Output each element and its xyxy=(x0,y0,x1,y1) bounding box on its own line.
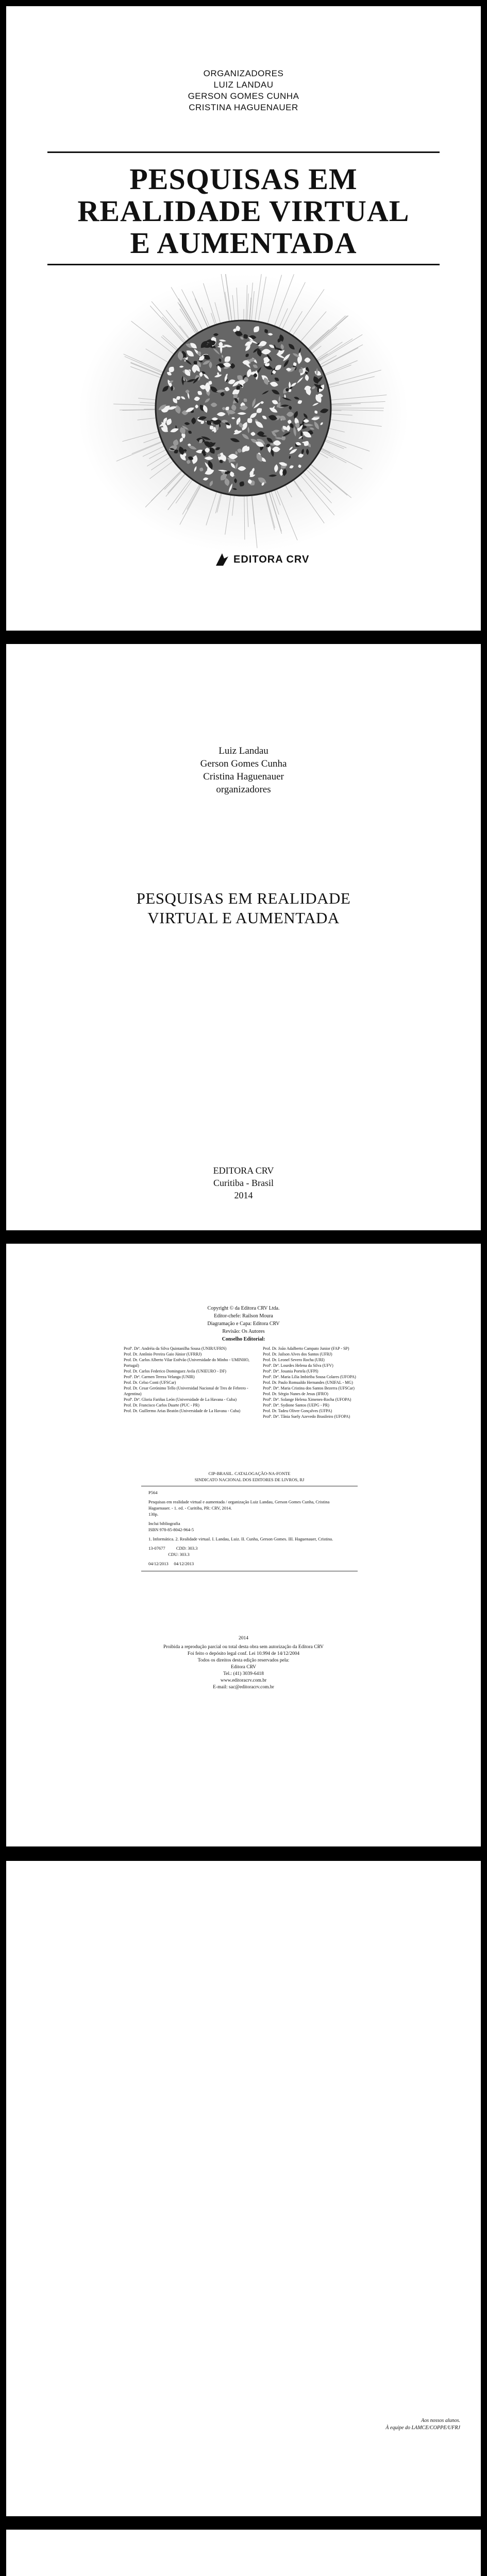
publisher-logo xyxy=(215,552,309,567)
board-member: Prof. Dr. Cesar Gerónimo Tello (Universidad Nacional de Tres de Febrero - Argentina) xyxy=(124,1386,248,1396)
editorial-board-left xyxy=(124,1346,259,1419)
board-member: Profª. Drª. Josania Portela (UFPI) xyxy=(263,1369,318,1374)
title-line: VIRTUAL E AUMENTADA xyxy=(147,909,340,927)
editorial-board xyxy=(124,1346,397,1419)
title-page-organizers xyxy=(6,744,481,796)
board-member: Prof. Dr. Antônio Pereira Gaio Júnior (UFRRJ) xyxy=(124,1352,202,1357)
dedication-page xyxy=(6,1861,481,2516)
footer-line: Foi feito o depósito legal conf. Lei 10.994 de 14/12/2004 xyxy=(187,1651,300,1656)
board-member: Profª. Drª. Maria Lília Imbiriba Sousa Colares (UFOPA) xyxy=(263,1375,356,1379)
board-member: Profª. Drª. Andréia da Silva Quintanilha Sousa (UNIR/UFRN) xyxy=(124,1346,227,1351)
toc-page xyxy=(6,2530,481,2576)
board-member: Profª. Drª. Carmen Tereza Velanga (UNIR) xyxy=(124,1375,195,1379)
board-member: Profª. Drª. Sydione Santos (UEPG - PR) xyxy=(263,1403,329,1408)
publisher-logo-icon xyxy=(215,552,229,567)
board-member: Prof. Dr. João Adalberto Campato Junior (FAP - SP) xyxy=(263,1346,349,1351)
organizer-name: Gerson Gomes Cunha xyxy=(200,758,287,769)
cover-title-line: PESQUISAS EM xyxy=(129,162,358,196)
board-member: Prof. Dr. Leonel Severo Rocha (URI) xyxy=(263,1358,325,1362)
cover-title xyxy=(6,163,481,259)
cover-organizers xyxy=(6,68,481,113)
publisher-city: Curitiba - Brasil xyxy=(213,1178,274,1188)
board-member: Prof. Dr. Carlos Alberto Vilar Estêvão (Universidade do Minho - UMINHO, Portugal) xyxy=(124,1358,249,1368)
footer-line: 2014 xyxy=(239,1636,248,1641)
board-member: Profª. Drª. Maria Cristina dos Santos Bezerra (UFSCar) xyxy=(263,1386,355,1391)
board-member: Profª. Drª. Solange Helena Ximenes-Rocha (UFOPA) xyxy=(263,1397,351,1402)
board-member: Prof. Dr. Celso Conti (UFSCar) xyxy=(124,1380,176,1385)
board-member: Profª. Drª. Lourdes Helena da Silva (UFV) xyxy=(263,1363,333,1368)
cover-title-line: REALIDADE VIRTUAL xyxy=(77,194,410,228)
copyright-footer xyxy=(6,1635,481,1691)
cover-sphere-art xyxy=(78,274,408,552)
cover-rule-bottom xyxy=(47,264,440,265)
cip-line: Inclui bibliografia xyxy=(148,1521,180,1526)
board-label: Conselho Editorial: xyxy=(222,1336,265,1342)
title-line: PESQUISAS EM REALIDADE xyxy=(136,889,351,907)
dedication-line: Aos nossos alunos. xyxy=(421,2418,460,2424)
publisher-logo-text: EDITORA CRV xyxy=(233,553,310,565)
cip-line: P564 xyxy=(148,1490,158,1495)
cover-title-line: E AUMENTADA xyxy=(130,226,357,260)
cip-record xyxy=(141,1470,358,1571)
cip-line: 04/12/2013 04/12/2013 xyxy=(148,1561,194,1566)
board-member: Prof. Dr. Jailson Alves dos Santos (UFRJ) xyxy=(263,1352,332,1357)
cover-page xyxy=(6,6,481,631)
board-member: Prof. Dr. Sérgio Nunes de Jesus (IFRO) xyxy=(263,1392,328,1396)
publisher-year: 2014 xyxy=(234,1190,253,1200)
board-member: Prof. Dr. Tadeu Oliver Gonçalves (UFPA) xyxy=(263,1409,332,1413)
title-page-publisher xyxy=(6,1164,481,1201)
board-member: Prof. Dr. Carlos Federico Dominguez Avila (UNIEURO - DF) xyxy=(124,1369,226,1374)
footer-line: E-mail: sac@editoracrv.com.br xyxy=(213,1685,274,1690)
footer-line: Editora CRV xyxy=(230,1665,257,1670)
cip-header-line: SINDICATO NACIONAL DOS EDITORES DE LIVROS, RJ xyxy=(194,1477,305,1482)
cip-line: ISBN 978-85-8042-964-5 xyxy=(148,1527,194,1532)
board-member: Prof. Dr. Francisco Carlos Duarte (PUC - PR) xyxy=(124,1403,199,1408)
dedication-text xyxy=(385,2417,460,2432)
cover-organizer: CRISTINA HAGUENAUER xyxy=(189,103,298,112)
title-page xyxy=(6,644,481,1230)
copyright-page xyxy=(6,1244,481,1846)
cip-header-line: CIP-BRASIL. CATALOGAÇÃO-NA-FONTE xyxy=(208,1471,291,1476)
board-member: Profª. Drª. Gloria Fariñas León (Universidade de La Havana - Cuba) xyxy=(124,1397,237,1402)
cip-line: 13-07677 CDD: 303.3 xyxy=(148,1546,198,1551)
editor-line: Editor-chefe: Railson Moura xyxy=(214,1313,273,1319)
dedication-line: À equipe do LAMCE/COPPE/UFRJ xyxy=(385,2425,460,2431)
board-member: Prof. Dr. Paulo Romualdo Hernandes (UNIFAL - MG) xyxy=(263,1380,353,1385)
board-member: Prof. Dr. Guillermo Arias Beatón (Universidade de La Havana - Cuba) xyxy=(124,1409,241,1413)
organizer-role: organizadores xyxy=(216,784,271,795)
title-page-title xyxy=(6,889,481,928)
editorial-board-right xyxy=(263,1346,401,1419)
cip-line: 130p. xyxy=(148,1512,159,1517)
publisher-name: EDITORA CRV xyxy=(213,1165,274,1176)
footer-line: Proibida a reprodução parcial ou total desta obra sem autorização da Editora CRV xyxy=(163,1645,324,1650)
cover-organizer: LUIZ LANDAU xyxy=(213,80,274,90)
footer-line: Tel.: (41) 3039-6418 xyxy=(223,1671,264,1676)
cover-rule-top xyxy=(47,151,440,153)
design-line: Diagramação e Capa: Editora CRV xyxy=(207,1321,280,1327)
copyright-header xyxy=(6,1304,481,1343)
organizer-name: Cristina Haguenauer xyxy=(203,771,284,782)
cover-organizer: GERSON GOMES CUNHA xyxy=(188,91,299,101)
cover-org-label: ORGANIZADORES xyxy=(203,69,284,78)
footer-line: www.editoracrv.com.br xyxy=(220,1678,267,1683)
revision-line: Revisão: Os Autores xyxy=(222,1329,265,1334)
copyright-line: Copyright © da Editora CRV Ltda. xyxy=(207,1306,280,1311)
cip-line: Pesquisas em realidade virtual e aumentada / organização Luiz Landau, Gerson Gomes Cunha, Cristina Haguenauer. - 1. ed. - Curitiba, PR: CRV, 2014. xyxy=(148,1499,331,1511)
cip-header xyxy=(141,1470,358,1483)
board-member: Profª. Drª. Tânia Suely Azevedo Brasileiro (UFOPA) xyxy=(263,1414,350,1419)
cip-line: CDU: 303.3 xyxy=(148,1552,190,1557)
cip-box xyxy=(141,1486,358,1571)
organizer-name: Luiz Landau xyxy=(219,745,268,756)
footer-line: Todos os direitos desta edição reservados pela: xyxy=(197,1658,290,1663)
cip-line: 1. Informática. 2. Realidade virtual. I. Landau, Luiz. II. Cunha, Gerson Gomes. III. Haguenauer, Cristina. xyxy=(148,1536,333,1541)
